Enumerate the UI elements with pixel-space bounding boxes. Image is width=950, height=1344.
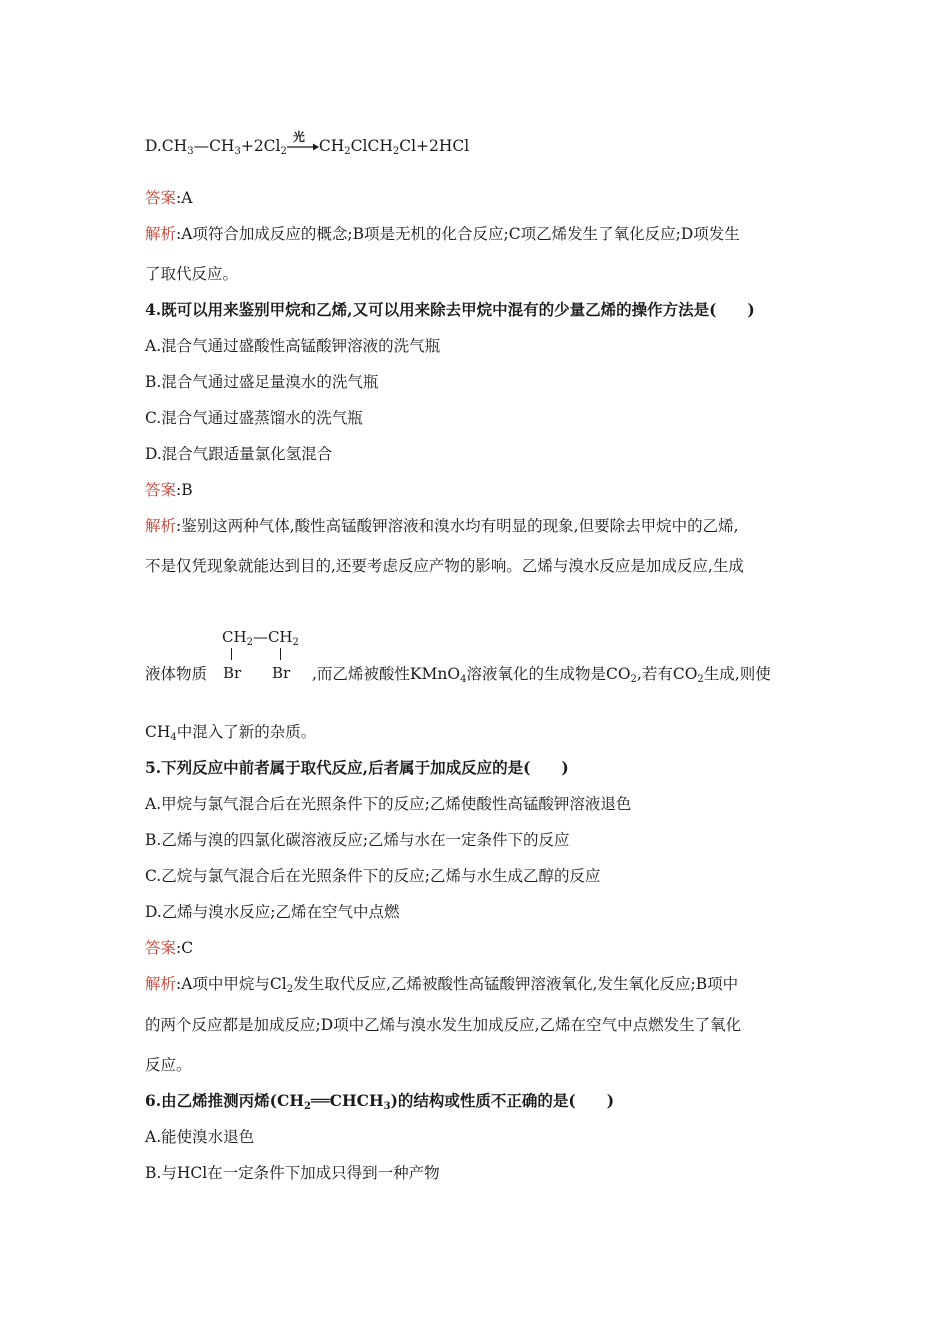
q4-option-c: C.混合气通过盛蒸馏水的洗气瓶 [145, 409, 363, 427]
q4-answer: 答案:B [145, 481, 193, 499]
bond-line [280, 648, 281, 660]
q4-option-a: A.混合气通过盛酸性高锰酸钾溶液的洗气瓶 [145, 337, 441, 355]
explanation-label: 解析 [145, 225, 177, 243]
bromine-label: Br [272, 664, 291, 682]
q4-explanation-line3-start: 液体物质 [145, 665, 208, 683]
q5-stem: 5.下列反应中前者属于取代反应,后者属于加成反应的是( ) [145, 758, 569, 777]
explanation-label: 解析 [145, 975, 177, 993]
q6-stem: 6.由乙烯推测丙烯$(CH_2══CHCH_3)$的结构或性质不正确的是( ) [145, 1091, 615, 1112]
right-arrow-icon [287, 142, 319, 152]
answer-label: 答案 [145, 939, 177, 957]
q3-answer: 答案:A [145, 189, 193, 207]
q5-explanation-line3: 反应。 [145, 1056, 192, 1074]
q4-option-d: D.混合气跟适量氯化氢混合 [145, 445, 333, 463]
reaction-condition-label: 光 [292, 130, 305, 144]
q4-explanation-line1: 解析:鉴别这两种气体,酸性高锰酸钾溶液和溴水均有明显的现象,但要除去甲烷中的乙烯, [145, 517, 739, 535]
q5-option-b: B.乙烯与溴的四氯化碳溶液反应;乙烯与水在一定条件下的反应 [145, 831, 570, 849]
q5-explanation-line2: 的两个反应都是加成反应;D项中乙烯与溴水发生加成反应,乙烯在空气中点燃发生了氧化 [145, 1016, 742, 1034]
q3-explanation-line2: 了取代反应。 [145, 265, 239, 283]
q4-stem: 4.既可以用来鉴别甲烷和乙烯,又可以用来除去甲烷中混有的少量乙烯的操作方法是( ) [145, 300, 755, 319]
double-bond: ══ [310, 1091, 330, 1110]
q5-answer: 答案:C [145, 939, 194, 957]
explanation-label: 解析 [145, 517, 177, 535]
q5-explanation-line1: 解析:A项中甲烷与$Cl_2$发生取代反应,乙烯被酸性高锰酸钾溶液氧化,发生氧化反应;B项中 [145, 975, 739, 995]
q4-option-b: B.混合气通过盛足量溴水的洗气瓶 [145, 373, 379, 391]
bromine-label: Br [223, 664, 242, 682]
dibromoethane-structure: $CH_2—CH_2$ Br Br [222, 628, 299, 682]
q4-explanation-line4: $CH_4$中混入了新的杂质。 [145, 723, 317, 743]
answer-label: 答案 [145, 189, 177, 207]
reaction-arrow [287, 130, 319, 154]
q6-option-a: A.能使溴水退色 [145, 1128, 255, 1146]
q4-explanation-line2: 不是仅凭现象就能达到目的,还要考虑反应产物的影响。乙烯与溴水反应是加成反应,生成 [145, 557, 744, 575]
q3-explanation-line1: 解析:A项符合加成反应的概念;B项是无机的化合反应;C项乙烯发生了氧化反应;D项发生 [145, 225, 740, 243]
q5-option-a: A.甲烷与氯气混合后在光照条件下的反应;乙烯使酸性高锰酸钾溶液退色 [145, 795, 632, 813]
q6-option-b: B.与HCl在一定条件下加成只得到一种产物 [145, 1164, 440, 1182]
answer-label: 答案 [145, 481, 177, 499]
q5-option-d: D.乙烯与溴水反应;乙烯在空气中点燃 [145, 903, 400, 921]
q4-explanation-line3-rest: ,而乙烯被酸性KMnO$_4$溶液氧化的生成物是$CO_2$,若有$CO_2$生成,则使 [312, 665, 771, 685]
q5-option-c: C.乙烷与氯气混合后在光照条件下的反应;乙烯与水生成乙醇的反应 [145, 867, 601, 885]
q3-option-d: $D.CH_3—CH_3+2Cl_2$ 光 $CH_2ClCH_2Cl+2HCl$ [145, 135, 469, 157]
bond-line [231, 648, 232, 660]
